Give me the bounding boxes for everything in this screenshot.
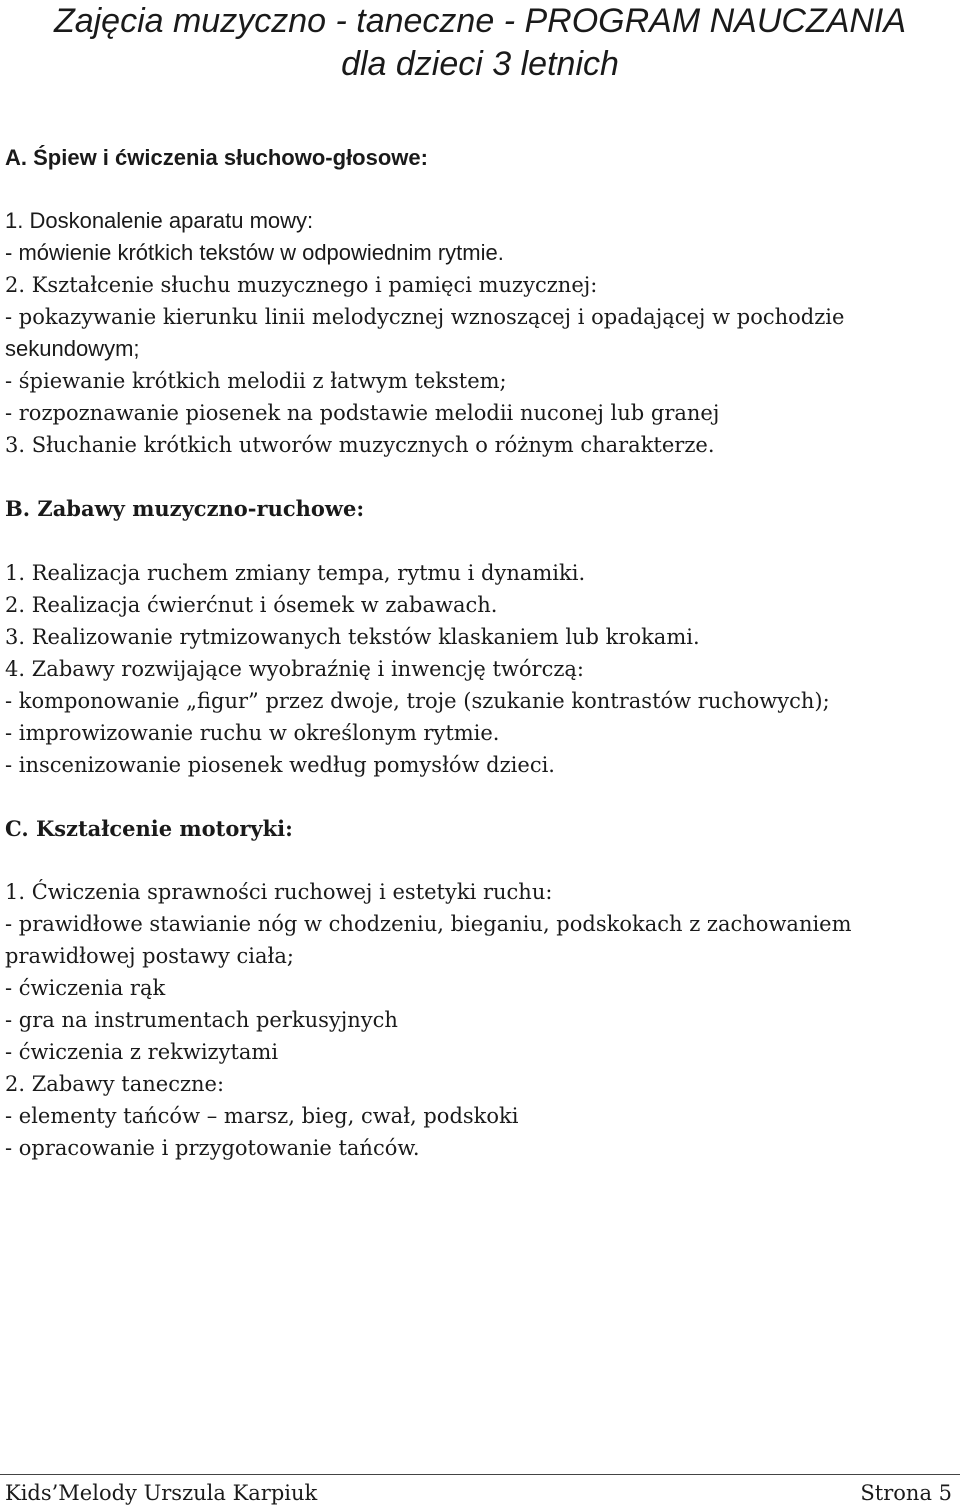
section-c-line-3: prawidłowej postawy ciała; [5,944,294,968]
section-a-heading: A. Śpiew i ćwiczenia słuchowo-głosowe: [5,145,428,170]
section-c-line-7: 2. Zabawy taneczne: [5,1072,225,1096]
footer-author: Kids’Melody Urszula Karpiuk [5,1481,318,1505]
section-c-line-1: 1. Ćwiczenia sprawności ruchowej i estetyki ruchu: [5,880,553,904]
section-b-line-6: - improwizowanie ruchu w określonym rytmie. [5,721,500,745]
footer-divider [0,1474,960,1475]
section-a-line-6: - śpiewanie krótkich melodii z łatwym tekstem; [5,369,507,393]
section-b-line-2: 2. Realizacja ćwierćnut i ósemek w zabawach. [5,593,498,617]
section-c-line-8: - elementy tańców – marsz, bieg, cwał, podskoki [5,1104,519,1128]
section-c-line-2: - prawidłowe stawianie nóg w chodzeniu, bieganiu, podskokach z zachowaniem [5,912,852,936]
section-a-line-7: - rozpoznawanie piosenek na podstawie melodii nuconej lub granej [5,401,720,425]
section-c-line-6: - ćwiczenia z rekwizytami [5,1040,279,1064]
section-a-line-5: sekundowym; [5,336,140,361]
section-b-line-1: 1. Realizacja ruchem zmiany tempa, rytmu i dynamiki. [5,561,586,585]
section-a-line-3: 2. Kształcenie słuchu muzycznego i pamięci muzycznej: [5,273,598,297]
section-a-line-2: - mówienie krótkich tekstów w odpowiednim rytmie. [5,240,504,265]
section-b-heading: B. Zabawy muzyczno-ruchowe: [5,496,365,521]
section-b-line-7: - inscenizowanie piosenek według pomysłów dzieci. [5,753,555,777]
section-c-line-5: - gra na instrumentach perkusyjnych [5,1008,398,1032]
section-a-line-8: 3. Słuchanie krótkich utworów muzycznych o różnym charakterze. [5,433,715,457]
footer-page-number: Strona 5 [860,1481,952,1505]
section-b-line-5: - komponowanie „figur” przez dwoje, troje (szukanie kontrastów ruchowych); [5,689,830,713]
section-a-line-4: - pokazywanie kierunku linii melodycznej wznoszącej i opadającej w pochodzie [5,305,845,329]
title-line-2: dla dzieci 3 letnich [341,45,619,83]
document-title [0,0,960,86]
section-b-line-3: 3. Realizowanie rytmizowanych tekstów klaskaniem lub krokami. [5,625,700,649]
section-c-heading: C. Kształcenie motoryki: [5,816,293,841]
section-b-line-4: 4. Zabawy rozwijające wyobraźnię i inwencję twórczą: [5,657,585,681]
section-c-line-9: - opracowanie i przygotowanie tańców. [5,1136,420,1160]
section-c-line-4: - ćwiczenia rąk [5,976,166,1000]
title-line-1: Zajęcia muzyczno - taneczne - PROGRAM NAUCZANIA [53,2,907,40]
section-a-line-1: 1. Doskonalenie aparatu mowy: [5,208,314,233]
